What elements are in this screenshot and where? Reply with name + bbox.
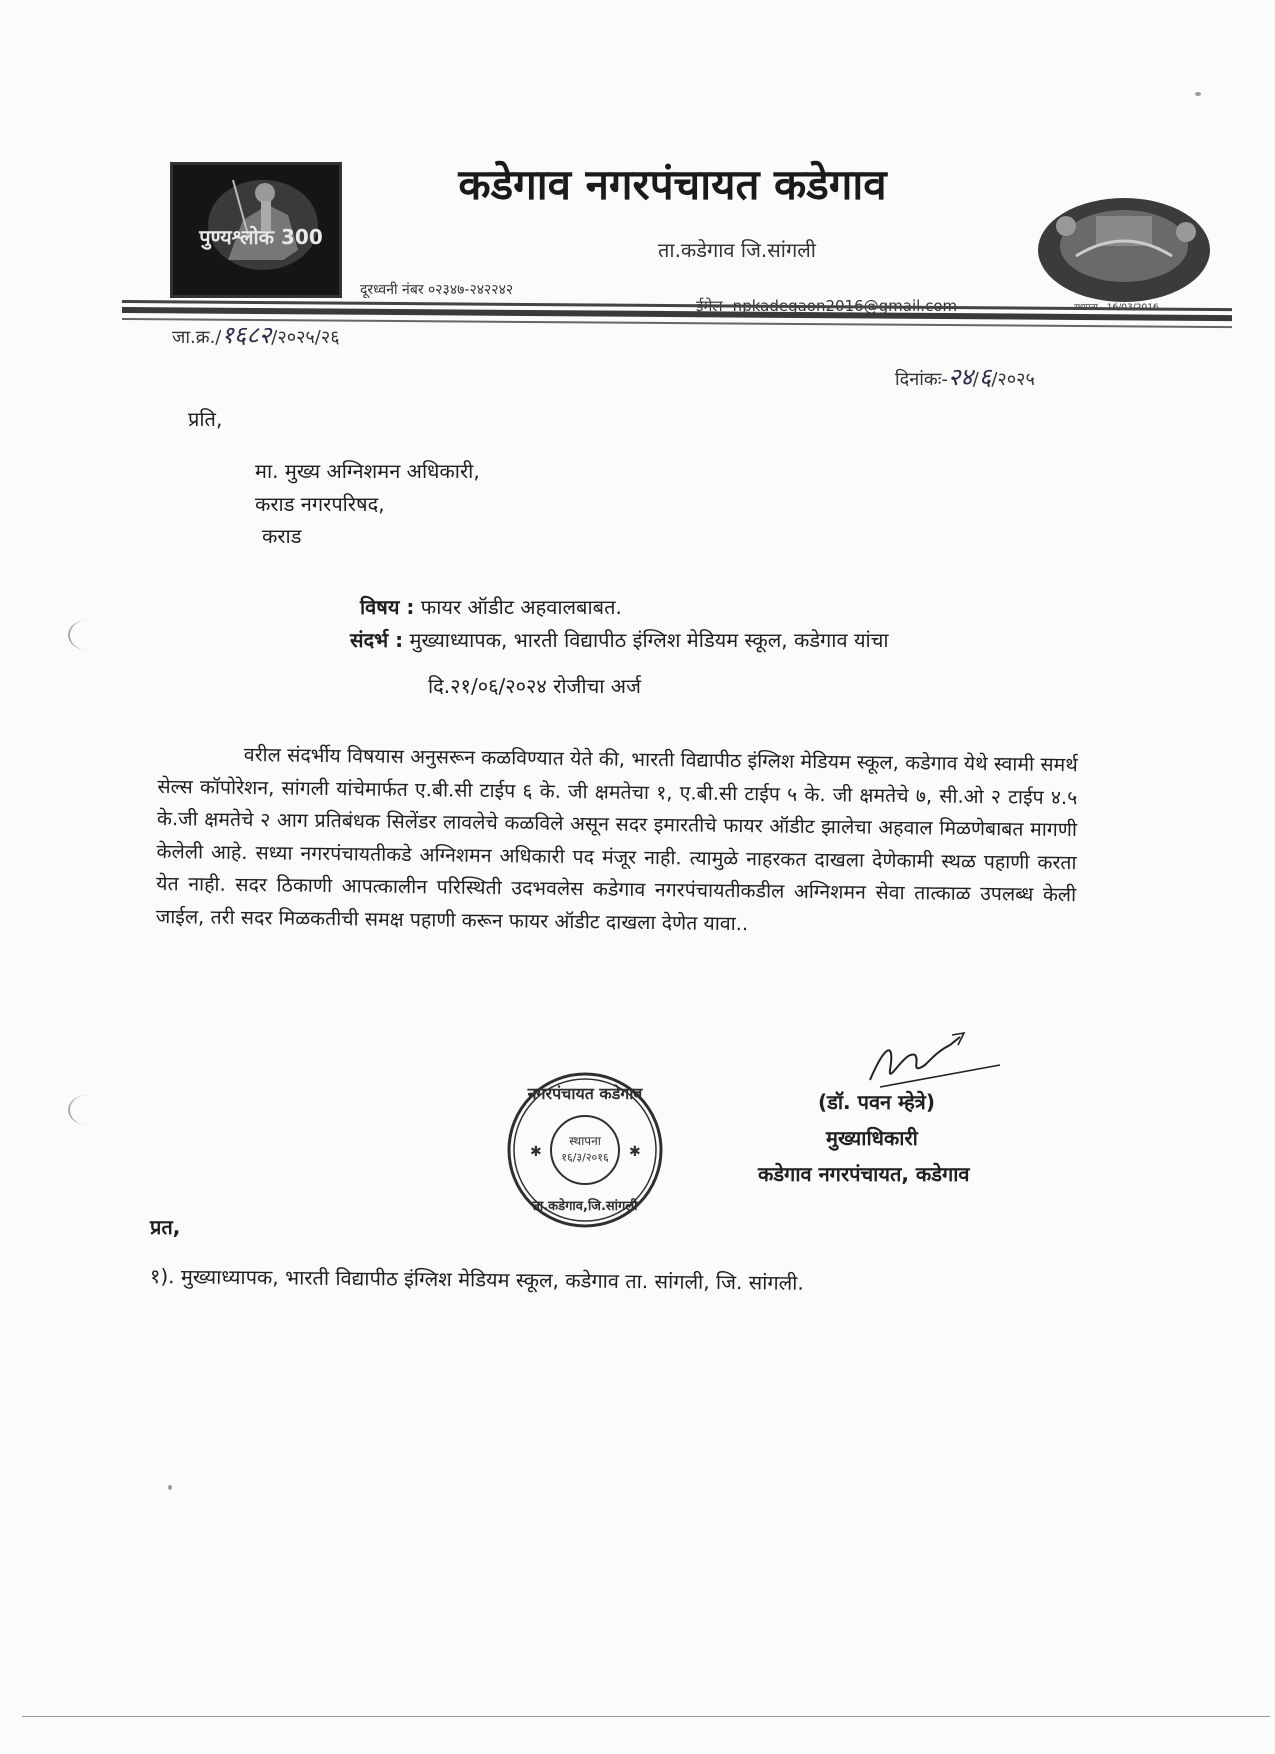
outward-number	[172, 318, 340, 351]
reference-label: संदर्भ :	[350, 628, 404, 652]
date-year: /२०२५	[991, 369, 1035, 390]
phone-number: दूरध्वनी नंबर ०२३४७-२४२२४२	[360, 282, 514, 298]
copy-heading: प्रत,	[150, 1215, 181, 1239]
office-address: ता.कडेगाव जि.सांगली	[658, 238, 816, 262]
recipient-line-3: कराड	[262, 524, 302, 548]
date-month-handwritten: ६	[978, 363, 992, 391]
signatory-designation: मुख्याधिकारी	[826, 1126, 918, 1150]
stamp-outer-bottom-text: ता.कडेगाव,जि.सांगली	[532, 1199, 638, 1214]
date-label: दिनांकः-	[895, 369, 948, 390]
subject-text: फायर ऑडीट अहवालबाबत.	[420, 595, 622, 619]
signatory-name: (डॉ. पवन म्हेत्रे)	[818, 1090, 935, 1114]
recipient-salutation: प्रति,	[188, 407, 223, 431]
reference-text: मुख्याध्यापक, भारती विद्यापीठ इंग्लिश मेडियम स्कूल, कडेगाव यांचा	[409, 628, 889, 652]
svg-text:✱: ✱	[629, 1144, 641, 1160]
svg-text:✱: ✱	[530, 1144, 542, 1160]
office-title: कडेगाव नगरपंचायत कडेगाव	[458, 160, 887, 209]
ref-suffix: /२०२५/२६	[271, 327, 340, 348]
punch-hole-mark	[68, 620, 106, 650]
scan-speck	[1195, 92, 1201, 96]
left-logo-text: पुण्यश्लोक 300	[199, 225, 323, 249]
recipient-line-2: कराड नगरपरिषद,	[255, 492, 385, 516]
punch-hole-mark	[68, 1095, 106, 1125]
date-day-handwritten: २४	[947, 363, 973, 391]
letter-date: दिनांकः-२४/६/२०२५	[895, 363, 1035, 391]
reference-line	[350, 626, 889, 653]
subject-label: विषय :	[360, 595, 415, 619]
letter-body: वरील संदर्भीय विषयास अनुसरून कळविण्यात येते की, भारती विद्यापीठ इंग्लिश मेडियम स्कूल, कडेगाव येथे स्वामी समर्थ सेल्स कॉपोरेशन, सांगली यांचेमार्फत ए.बी.सी टाईप ६ के. जी क्षमतेचा १, ए.बी.सी टाईप ५ के. जी क्षमतेचे ७, सी.ओ २ टाईप ४.५ के.जी क्षमतेचे २ आग प्रतिबंधक सिलेंडर लावलेचे कळविले असून सदर इमारतीचे फायर ऑडीट झालेचा अहवाल मिळणेबाबत मागणी केलेली आहे. सध्या नगरपंचायतीकडे अग्निशमन अधिकारी पद मंजूर नाही. त्यामुळे नाहरकत दाखला देणेकामी स्थळ पहाणी करता येत नाही. सदर ठिकाणी आपत्कालीन परिस्थिती उदभवलेस कडेगाव नगरपंचायतीकडील अग्निशमन सेवा तात्काळ उपलब्ध केली जाईल, तरी सदर मिळकतीची समक्ष पहाणी करून फायर ऑडीट दाखला देणेत यावा..	[155, 743, 1078, 935]
ref-number-handwritten: १६८२	[221, 321, 272, 349]
signatory-office: कडेगाव नगरपंचायत, कडेगाव	[758, 1162, 970, 1186]
office-stamp	[505, 1070, 665, 1230]
stamp-outer-text: नगरपंचायत कडेगाव	[527, 1084, 643, 1103]
stamp-inner-label: स्थापना	[569, 1134, 601, 1148]
stamp-inner-date: १६/३/२०१६	[561, 1151, 609, 1164]
subject-line	[360, 593, 622, 620]
copy-item-1: १). मुख्याध्यापक, भारती विद्यापीठ इंग्लिश मेडियम स्कूल, कडेगाव ता. सांगली, जि. सांगली.	[149, 1264, 804, 1295]
ref-prefix: जा.क्र./	[172, 327, 222, 348]
scan-speck	[168, 1485, 172, 1490]
reference-line-2: दि.२१/०६/२०२४ रोजीचा अर्ज	[428, 674, 641, 698]
page-bottom-line	[22, 1716, 1270, 1717]
right-logo	[1036, 196, 1214, 318]
recipient-line-1: मा. मुख्य अग्निशमन अधिकारी,	[255, 459, 480, 483]
